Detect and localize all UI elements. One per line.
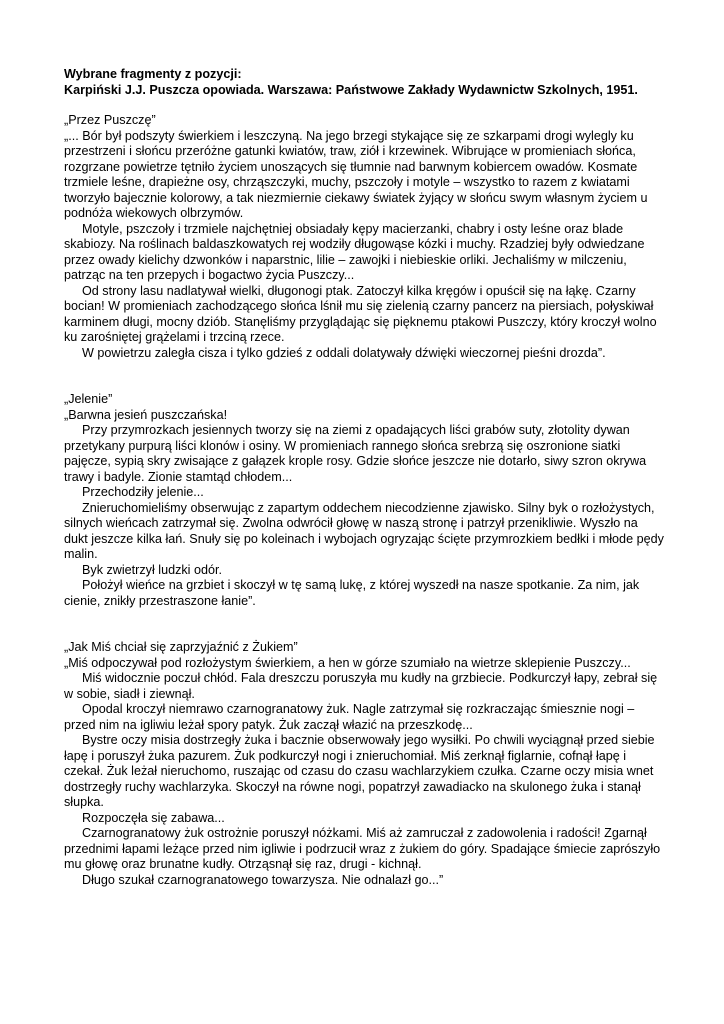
paragraph: Byk zwietrzył ludzki odór.: [82, 562, 222, 577]
paragraph: W powietrzu zaległa cisza i tylko gdzieś z oddali dolatywały dźwięki wieczornej pieśni drozda”.: [82, 345, 606, 360]
section-title: „Jak Miś chciał się zaprzyjaźnić z Żukiem”: [64, 640, 298, 654]
header-line-2: Karpiński J.J. Puszcza opowiada. Warszawa: Państwowe Zakłady Wydawnictw Szkolnych, 1951.: [64, 82, 638, 97]
document-header: [64, 67, 664, 98]
paragraph: Opodal kroczył niemrawo czarnogranatowy żuk. Nagle zatrzymał się rozkraczając śmiesznie nogi – przed nim na igliwiu leżał spory patyk. Żuk zaczął włazić na przeszkodę...: [64, 702, 635, 732]
paragraph: Długo szukał czarnogranatowego towarzysza. Nie odnalazł go...”: [82, 872, 444, 887]
paragraph: Bystre oczy misia dostrzegły żuka i bacznie obserwowały jego wysiłki. Po chwili wyciągnął przed siebie łapę i poruszył żuka pazurem. Żuk podkurczył nogi i znieruchomiał. Miś zerknął figlarnie, cofnął łapę i czekał. Żuk leżał nieruchomo, ruszając od czasu do czasu wachlarzykiem czułka. Czarne oczy misia wnet dostrzegły ruchy wachlarzyka. Skoczył na równe nogi, popatrzył zawadiacko na skulonego żuka i stanął słupka.: [64, 733, 655, 809]
section-mis-i-zuk: [64, 640, 664, 888]
section-jelenie: [64, 392, 664, 609]
document-page: [64, 67, 664, 888]
paragraph: Czarnogranatowy żuk ostrożnie poruszył nóżkami. Miś aż zamruczał z zadowolenia i radości! Zgarnął przednimi łapami leżące przed nim igliwie i podrzucił wraz z żukiem do góry. Spadające śmiecie zaprószyło mu głowę oraz brunatne kudły. Otrząsnął się raz, drugi - kichnął.: [64, 826, 661, 871]
header-line-1: Wybrane fragmenty z pozycji:: [64, 67, 242, 81]
paragraph: Znieruchomieliśmy obserwując z zapartym oddechem niecodzienne zjawisko. Silny byk o rozłożystych, silnych wieńcach zatrzymał się. Zwolna odwrócił głowę w naszą stronę i patrzył przenikliwie. Wyszło na dukt jeszcze kilka łań. Snuły się po koleinach i wybojach ogryzając ścięte przymrozkiem bedłki i młode pędy malin.: [64, 500, 664, 561]
paragraph: Rozpoczęła się zabawa...: [82, 810, 225, 825]
paragraph: Przy przymrozkach jesiennych tworzy się na ziemi z opadających liści grabów suty, złotolity dywan przetykany purpurą liści klonów i osiny. W promieniach rannego słońca srebrzą się oszronione siatki pajęcze, sypią skry zwisające z gałązek krople rosy. Gdzie słońce jeszcze nie dotarło, siwy szron okrywa trawy i badyle. Zionie stamtąd chłodem...: [64, 423, 647, 484]
paragraph: Motyle, pszczoły i trzmiele najchętniej obsiadały kępy macierzanki, chabry i osty leśne oraz blade skabiozy. Na roślinach baldaszkowatych rej wodziły długowąse kózki i muchy. Rzadziej były odwiedzane przez owady kielichy dzwonków i naparstnic, lilie – zawojki i niebieskie orliki. Jechaliśmy w milczeniu, patrząc na ten przepych i bogactwo życia Puszczy...: [64, 221, 645, 282]
paragraph: Przechodziły jelenie...: [82, 485, 204, 499]
paragraph: „Barwna jesień puszczańska!: [64, 407, 228, 422]
section-przez-puszcze: [64, 113, 664, 361]
paragraph: Położył wieńce na grzbiet i skoczył w tę samą lukę, z której wyszedł na nasze spotkanie. Za nim, jak cienie, znikły przestraszone łanie”.: [64, 578, 640, 608]
paragraph: „... Bór był podszyty świerkiem i leszczyną. Na jego brzegi stykające się ze szkarpami drogi wylegly ku przestrzeni i słońcu przeróżne gatunki kwiatów, traw, ziół i krzewinek. Wibrujące w promieniach słońca, rozgrzane powietrze tętniło życiem unoszących się tłumnie nad barwnym kobiercem owadów. Kosmate trzmiele leśne, drapieżne osy, chrząszczyki, muchy, pszczoły i motyle – wszystko to razem z kwiatami tworzyło bajecznie kolorowy, a tak niezmiernie ciekawy światek żyjący w słońcu swym własnym życiem u podnóża wiekowych olbrzymów.: [64, 128, 648, 220]
paragraph: „Miś odpoczywał pod rozłożystym świerkiem, a hen w górze szumiało na wietrze sklepienie Puszczy...: [64, 655, 631, 670]
section-title: „Jelenie”: [64, 392, 113, 406]
paragraph: Od strony lasu nadlatywał wielki, długonogi ptak. Zatoczył kilka kręgów i opuścił się na łąkę. Czarny bocian! W promieniach zachodzącego słońca lśnił mu się zielenią czarny pancerz na piersiach, połyskiwał karminem długi, mocny dziób. Stanęliśmy przyglądając się pięknemu ptakowi Puszczy, który kroczył wolno ku zarośniętej grążelami i trzciną rzece.: [64, 283, 657, 344]
paragraph: Miś widocznie poczuł chłód. Fala dreszczu poruszyła mu kudły na grzbiecie. Podkurczył łapy, zebrał się w sobie, siadł i ziewnął.: [64, 671, 658, 701]
section-title: „Przez Puszczę”: [64, 113, 156, 127]
